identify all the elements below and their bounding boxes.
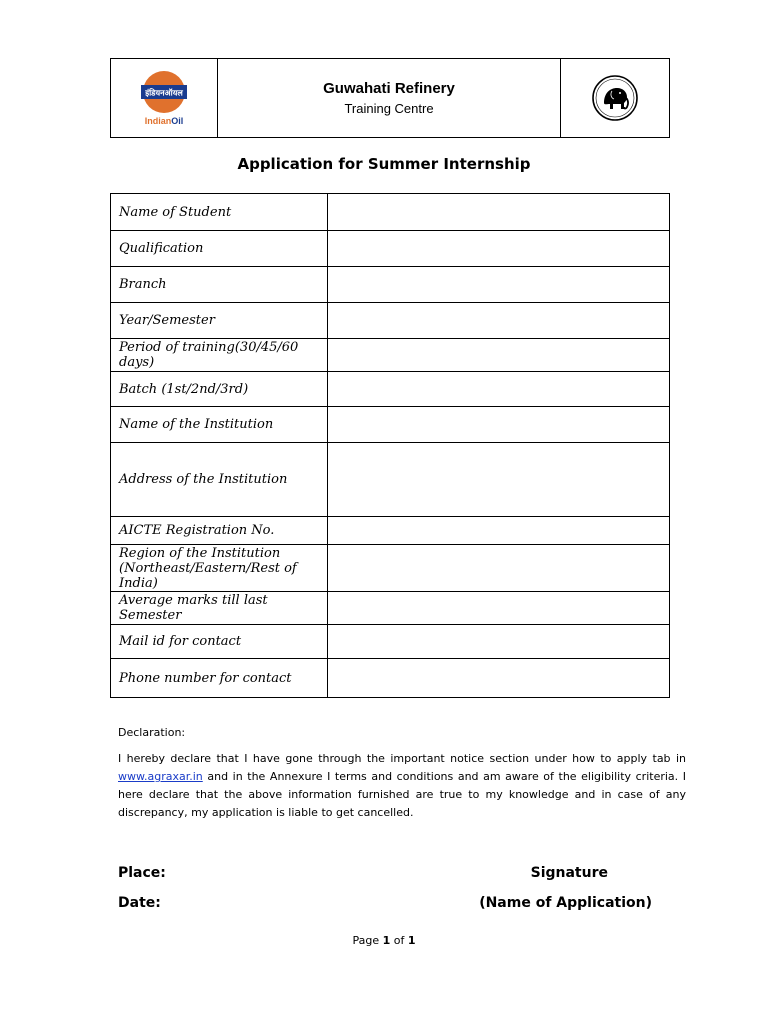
page-of: of <box>390 934 408 947</box>
page-number <box>0 934 768 947</box>
field-value-year-semester[interactable] <box>328 303 670 339</box>
declaration-text-part1: I hereby declare that I have gone through the important notice section under how to apply tab in <box>118 752 686 765</box>
page-prefix: Page <box>352 934 383 947</box>
name-of-application-label: (Name of Application) <box>479 895 652 911</box>
form-row <box>111 407 670 443</box>
field-label: Year/Semester <box>111 303 328 339</box>
date-label: Date: <box>118 895 161 911</box>
declaration-text-part2: and in the Annexure I terms and conditions and am aware of the eligibility criteria. I here declare that the above information furnished are true to my knowledge and in case of any discrepancy, my application is liable to get cancelled. <box>118 770 686 819</box>
field-label: Period of training(30/45/60 days) <box>111 339 328 372</box>
field-value-institution-name[interactable] <box>328 407 670 443</box>
field-label: Phone number for contact <box>111 659 328 698</box>
field-value-average-marks[interactable] <box>328 592 670 625</box>
place-label: Place: <box>118 865 166 881</box>
form-row <box>111 372 670 407</box>
agraxar-link[interactable]: www.agraxar.in <box>118 770 203 783</box>
field-value-institution-address[interactable] <box>328 443 670 517</box>
form-row <box>111 303 670 339</box>
form-row <box>111 545 670 592</box>
page-current: 1 <box>382 934 391 947</box>
field-label: Batch (1st/2nd/3rd) <box>111 372 328 407</box>
form-row <box>111 339 670 372</box>
header-table <box>110 58 670 138</box>
emblem-cell <box>561 59 669 137</box>
field-label: Address of the Institution <box>111 443 328 517</box>
signature-label: Signature <box>530 865 608 881</box>
logo-text-indian: Indian <box>144 116 172 126</box>
form-row <box>111 517 670 545</box>
declaration-title: Declaration: <box>118 726 186 739</box>
org-subtitle: Training Centre <box>344 101 434 116</box>
org-name: Guwahati Refinery <box>323 80 455 97</box>
field-value-phone-number[interactable] <box>328 659 670 698</box>
field-value-qualification[interactable] <box>328 231 670 267</box>
application-form-table <box>110 193 670 698</box>
logo-hindi-text: इंडियनऑयल <box>145 88 183 98</box>
indianoil-logo <box>139 70 189 126</box>
field-label: Branch <box>111 267 328 303</box>
field-value-aicte-registration[interactable] <box>328 517 670 545</box>
form-title: Application for Summer Internship <box>237 155 531 173</box>
form-row <box>111 267 670 303</box>
field-label: Name of Student <box>111 194 328 231</box>
form-row <box>111 625 670 659</box>
field-label: Region of the Institution (Northeast/Eastern/Rest of India) <box>111 545 328 592</box>
date-name-row <box>118 895 670 911</box>
field-label: Name of the Institution <box>111 407 328 443</box>
field-label: Mail id for contact <box>111 625 328 659</box>
field-value-period-of-training[interactable] <box>328 339 670 372</box>
field-value-batch[interactable] <box>328 372 670 407</box>
field-value-region[interactable] <box>328 545 670 592</box>
form-row <box>111 194 670 231</box>
field-label: Average marks till last Semester <box>111 592 328 625</box>
elephant-emblem-icon <box>590 73 640 123</box>
indianoil-logo-icon <box>139 70 189 114</box>
form-row <box>111 231 670 267</box>
form-row <box>111 659 670 698</box>
form-row <box>111 592 670 625</box>
field-value-name-of-student[interactable] <box>328 194 670 231</box>
field-label: Qualification <box>111 231 328 267</box>
field-value-mail-id[interactable] <box>328 625 670 659</box>
place-signature-row <box>118 865 670 881</box>
header-title-cell <box>218 59 561 137</box>
declaration-text <box>118 750 686 822</box>
page-total: 1 <box>407 934 416 947</box>
form-row <box>111 443 670 517</box>
logo-cell <box>111 59 218 137</box>
logo-text <box>145 116 184 126</box>
logo-text-oil: Oil <box>171 116 184 126</box>
field-label: AICTE Registration No. <box>111 517 328 545</box>
field-value-branch[interactable] <box>328 267 670 303</box>
